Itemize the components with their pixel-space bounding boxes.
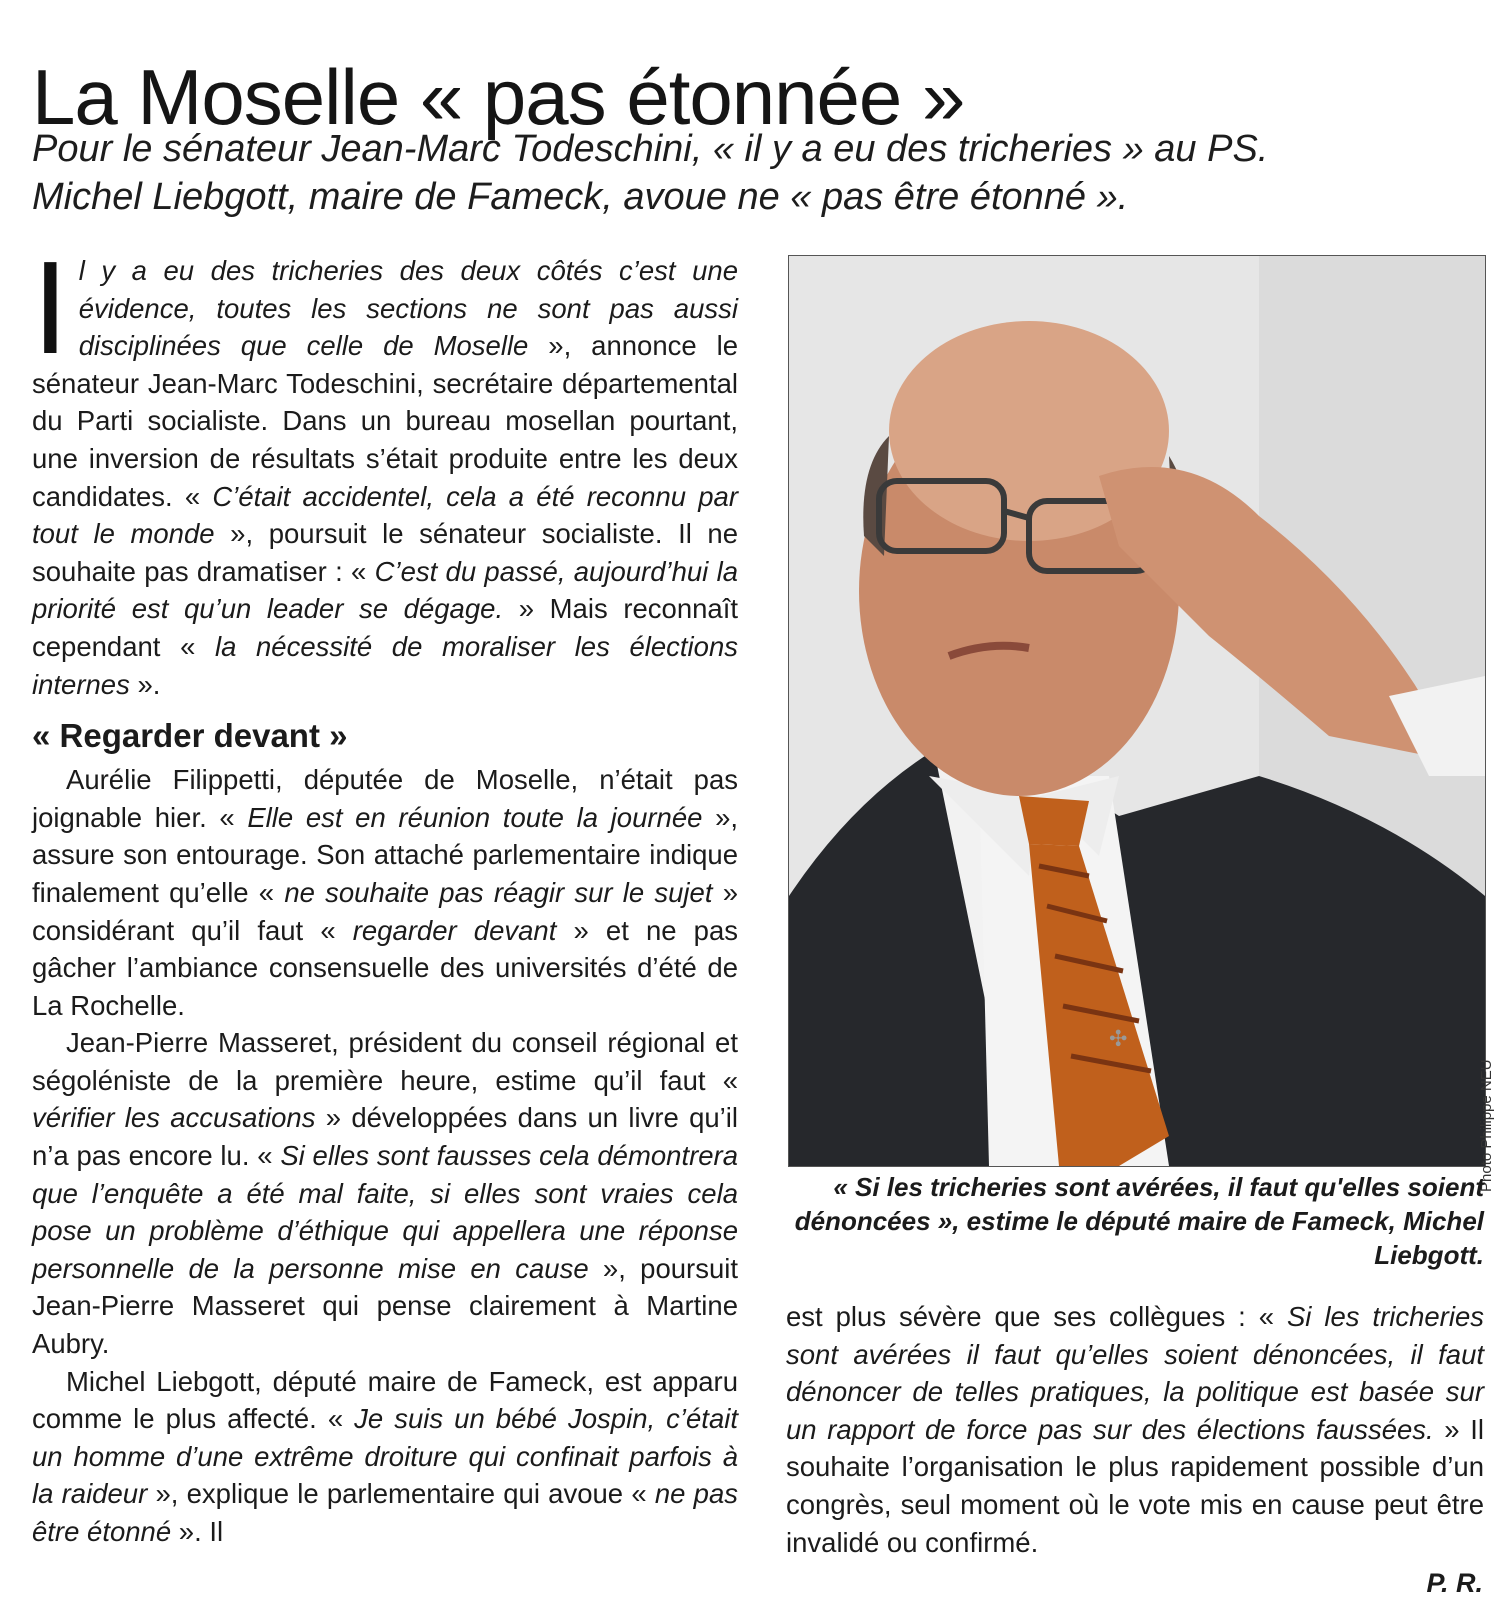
quote: ne souhaite pas réagir sur le sujet (284, 876, 713, 908)
text: Aurélie Filippetti, députée de Moselle, n’était pas joignable hier. « (32, 764, 738, 833)
drop-cap: I (32, 234, 69, 381)
article-photo (788, 255, 1486, 1167)
quote: Elle est en réunion toute la journée (247, 801, 703, 833)
lapel-pin: ✣ (1109, 1026, 1128, 1051)
quote: l y a eu des tricheries des deux côtés c’est une évidence, toutes les sections ne sont pas aussi disciplinées que celle de Moselle (78, 255, 738, 362)
paragraph-3 (32, 1024, 738, 1362)
text: », assure son entourage. Son attaché parlementaire indique finalement qu’elle « (32, 801, 739, 908)
photo-credit (1478, 1002, 1500, 1192)
deck-line-2: Michel Liebgott, maire de Fameck, avoue ne « pas être étonné ». (32, 176, 1129, 218)
photo-caption: « Si les tricheries sont avérées, il faut qu'elles soient dénoncées », estime le député maire de Fameck, Michel Liebgott. (794, 1172, 1484, 1270)
quote: ne pas être étonné (32, 1478, 738, 1547)
text: », annonce le sénateur Jean-Marc Todeschini, secrétaire départemental du Parti socialiste. Dans un bureau mosellan pourtant, une inversion de résultats s’était produite entre les deux candidates. « (32, 330, 738, 512)
author-signature: P. R. (1426, 1568, 1483, 1598)
text: », explique le parlementaire qui avoue « (147, 1478, 655, 1510)
quote: C’est du passé, aujourd’hui la priorité est qu’un leader se dégage. (32, 555, 738, 625)
portrait-illustration (789, 256, 1485, 1166)
text: », poursuit le sénateur socialiste. Il ne souhaite pas dramatiser : « (32, 518, 739, 587)
paragraph-2 (32, 761, 738, 1024)
article-deck (32, 125, 1472, 221)
subheading: « Regarder devant » (32, 717, 348, 755)
deck-line-1: Pour le sénateur Jean-Marc Todeschini, « il y a eu des tricheries » au PS. (32, 128, 1269, 170)
quote: Si les tricheries sont avérées il faut qu’elles soient dénoncées, il faut dénoncer de telles pratiques, la politique est basée sur un rapport de force pas sur des élections faussées. (786, 1301, 1484, 1445)
quote: C’était accidentel, cela a été reconnu par tout le monde (32, 480, 739, 550)
quote: vérifier les accusations (32, 1102, 316, 1134)
quote: la nécessité de moraliser les élections internes (32, 630, 738, 700)
text: Jean-Pierre Masseret, président du conseil régional et ségoléniste de la première heure, estime qu’il faut « (32, 1027, 738, 1096)
text: » considérant qu’il faut « (32, 876, 738, 946)
text: ». Il (171, 1516, 224, 1547)
tie-knot (1019, 796, 1089, 846)
text: » Il souhaite l’organisation le plus rapidement possible d’un congrès, seul moment où le vote mis en cause peut être invalidé ou confirmé. (786, 1413, 1484, 1558)
paragraph-1 (32, 234, 739, 703)
text: » Mais reconnaît cependant « (32, 593, 739, 662)
paragraph-5 (786, 1298, 1484, 1561)
text: est plus sévère que ses collègues : « (786, 1301, 1287, 1332)
text: », poursuit Jean-Pierre Masseret qui pense clairement à Martine Aubry. (32, 1252, 738, 1360)
text: » et ne pas gâcher l’ambiance consensuelle des universités d’été de La Rochelle. (32, 914, 739, 1021)
photo-credit-text: Photo Philippe NEU (1478, 1059, 1495, 1192)
article-column-right (786, 1298, 1484, 1561)
text: Michel Liebgott, député maire de Fameck, est apparu comme le plus affecté. « (32, 1365, 738, 1435)
text: » développées dans un livre qu’il n’a pas encore lu. « (32, 1102, 738, 1172)
article-column-left (32, 234, 739, 1551)
text: ». (129, 668, 161, 700)
paragraph-4 (32, 1363, 738, 1551)
headline: La Moselle « pas étonnée » (32, 53, 965, 142)
quote: Si elles sont fausses cela démontrera que l’enquête a été mal faite, si elles sont vraies cela pose un problème d’éthique qui appellera une réponse personnelle de la personne mise en cause (32, 1140, 738, 1284)
quote: Je suis un bébé Jospin, c’était un homme d’une extrême droiture qui confinait parfois à la raideur (32, 1403, 738, 1510)
quote: regarder devant (352, 914, 557, 946)
